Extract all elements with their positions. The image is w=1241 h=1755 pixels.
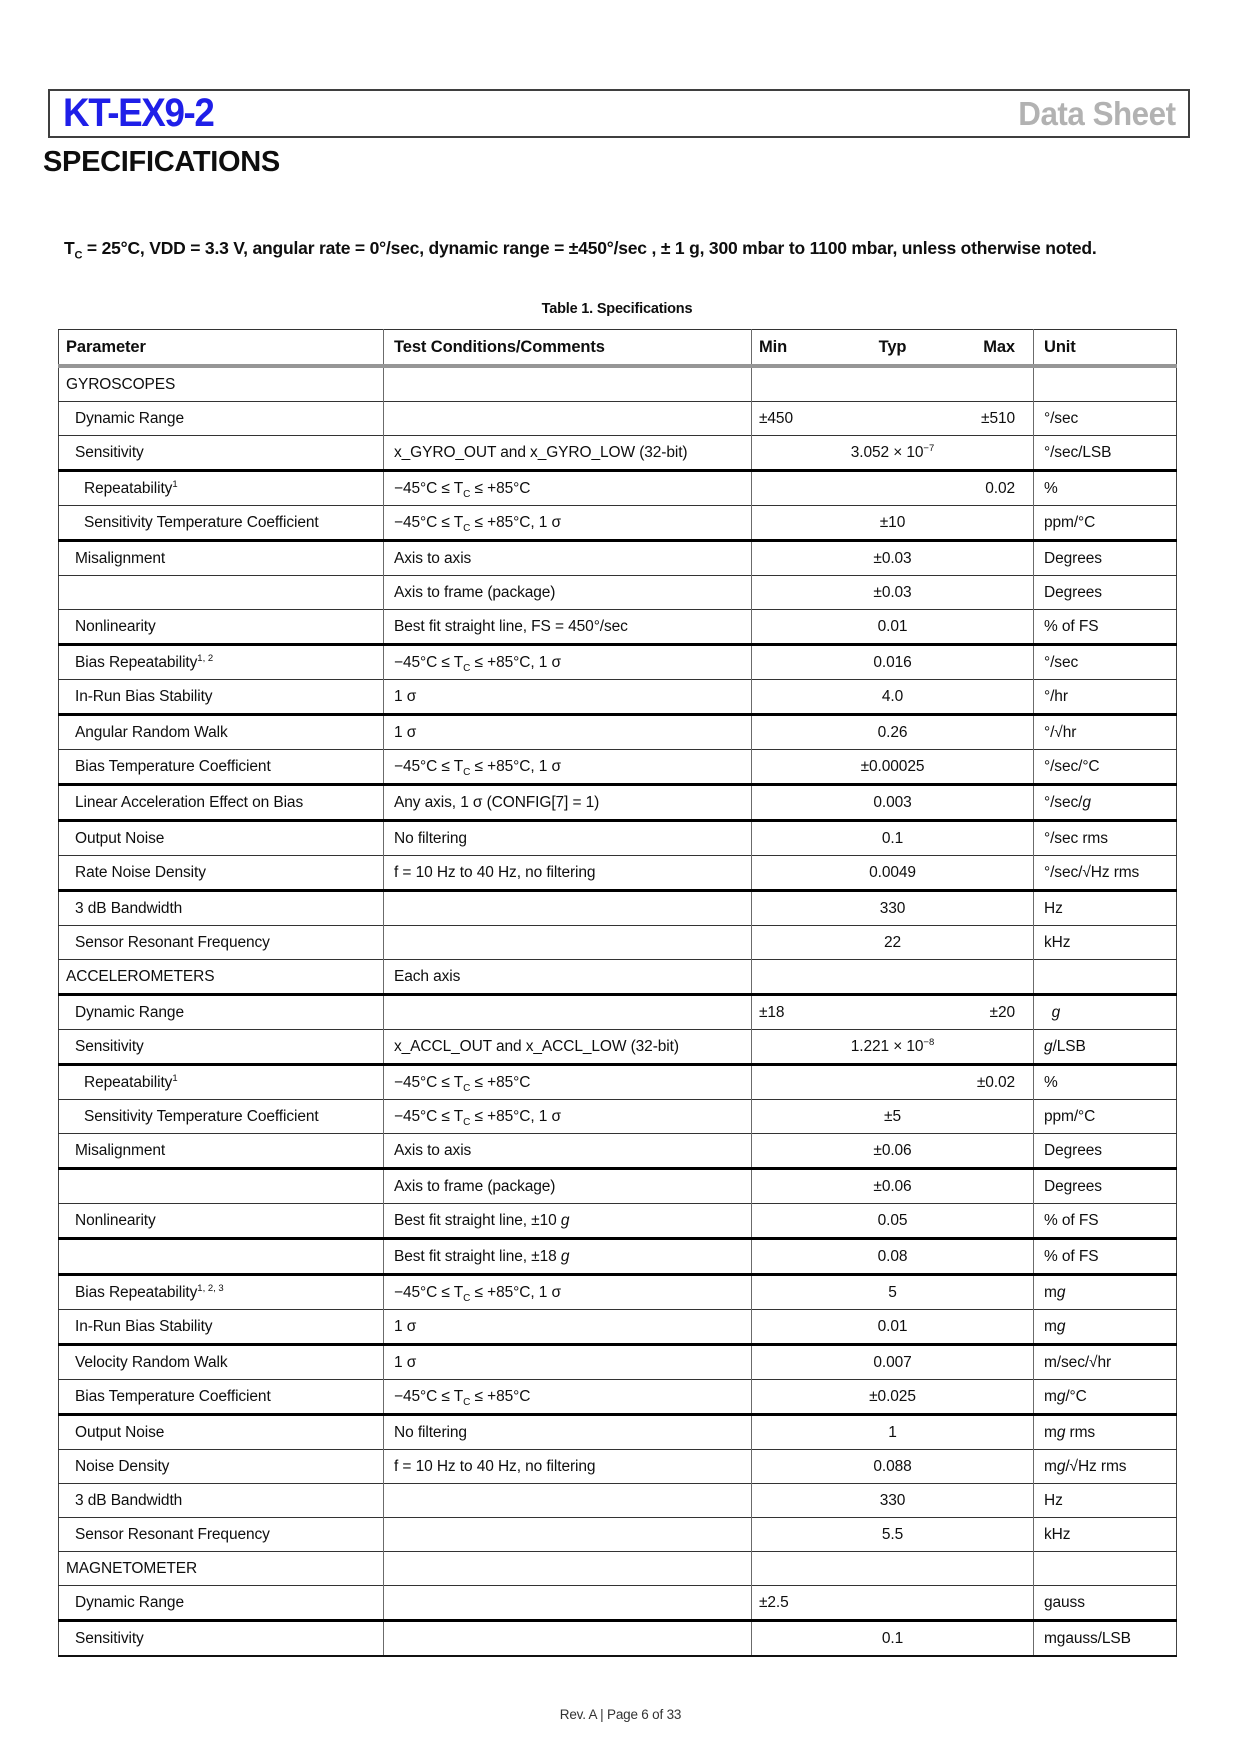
typ-cell: 0.016 — [873, 653, 912, 671]
min-cell: ±450 — [759, 409, 793, 427]
typ-cell: 0.0049 — [869, 863, 916, 881]
typ-cell — [842, 995, 944, 1030]
max-cell — [944, 1518, 1034, 1552]
unit-cell: % — [1044, 1073, 1058, 1091]
param-cell: Bias Temperature Coefficient — [59, 1380, 384, 1415]
max-cell — [944, 750, 1034, 785]
typ-cell: 0.01 — [877, 617, 908, 635]
table-row — [59, 1239, 1177, 1275]
typ-cell — [842, 366, 944, 402]
unit-cell: mg — [1044, 1283, 1066, 1301]
max-cell: ±510 — [944, 402, 1034, 436]
specifications-table — [58, 329, 1177, 1657]
max-cell — [944, 1415, 1034, 1450]
table-row — [59, 471, 1177, 506]
unit-cell: °/hr — [1044, 687, 1068, 705]
min-cell — [752, 960, 842, 995]
param-cell: In-Run Bias Stability — [59, 1310, 384, 1345]
table-row — [59, 1275, 1177, 1310]
typ-cell: $3.052 \times 10^{-7}$ — [850, 442, 935, 461]
max-cell — [944, 680, 1034, 715]
table-row — [59, 1518, 1177, 1552]
min-cell — [752, 1450, 842, 1484]
param-cell: Velocity Random Walk — [59, 1345, 384, 1380]
param-cell: Dynamic Range — [59, 1586, 384, 1621]
cond-cell: $-45^\circ C \le T_C \le +85^\circ C$ — [384, 1380, 752, 1415]
cond-cell — [384, 366, 752, 402]
unit-cell: ppm/°C — [1044, 513, 1096, 531]
table-row — [59, 1586, 1177, 1621]
cond-cell — [384, 891, 752, 926]
typ-cell — [842, 1065, 944, 1100]
table-row — [59, 1484, 1177, 1518]
min-cell — [752, 1380, 842, 1415]
max-cell — [944, 821, 1034, 856]
typ-cell: 0.1 — [881, 1629, 904, 1647]
min-cell — [752, 1621, 842, 1657]
unit-cell: °/sec — [1044, 409, 1079, 427]
typ-cell: 330 — [879, 899, 906, 917]
min-cell: ±2.5 — [759, 1593, 789, 1611]
min-cell — [752, 785, 842, 821]
typ-cell: 0.26 — [877, 723, 908, 741]
table-row — [59, 715, 1177, 750]
typ-cell: ±0.06 — [873, 1141, 912, 1159]
max-cell — [944, 506, 1034, 541]
section-param-cell: ACCELEROMETERS — [59, 960, 384, 995]
max-cell — [944, 1484, 1034, 1518]
typ-cell: 4.0 — [881, 687, 904, 705]
page-header — [48, 89, 1190, 138]
col-header-parameter: Parameter — [59, 330, 384, 367]
min-cell — [752, 1065, 842, 1100]
param-cell: Noise Density — [59, 1450, 384, 1484]
cond-cell: Axis to frame (package) — [384, 576, 752, 610]
test-conditions-note: $T_C = 25^\circ C$, VDD = 3.3 V, angular rate = 0°/sec, dynamic range = ±450°/sec , ± 1 g, 300 mbar to 1100 mbar, unless otherwise noted. — [64, 238, 1097, 262]
table-row — [59, 1415, 1177, 1450]
min-cell — [752, 1169, 842, 1204]
typ-cell — [842, 1586, 944, 1621]
max-cell — [944, 1134, 1034, 1169]
typ-cell: 5 — [888, 1283, 897, 1301]
cond-cell: 1 σ — [384, 1345, 752, 1380]
unit-cell: % — [1044, 479, 1058, 497]
unit-cell: mgauss/LSB — [1044, 1629, 1131, 1647]
max-cell — [944, 856, 1034, 891]
typ-cell — [842, 402, 944, 436]
max-cell — [944, 541, 1034, 576]
cond-cell: $-45^\circ C \le T_C \le +85^\circ C$, 1 σ — [384, 645, 752, 680]
cond-cell — [384, 1621, 752, 1657]
unit-cell: Degrees — [1044, 583, 1102, 601]
table-row — [59, 402, 1177, 436]
cond-cell — [384, 926, 752, 960]
table-row — [59, 1621, 1177, 1657]
min-cell — [752, 680, 842, 715]
min-cell — [752, 926, 842, 960]
table-row — [59, 436, 1177, 471]
cond-cell: f = 10 Hz to 40 Hz, no filtering — [384, 1450, 752, 1484]
cond-cell: Best fit straight line, FS = 450°/sec — [384, 610, 752, 645]
min-cell — [752, 506, 842, 541]
unit-cell: mg rms — [1044, 1423, 1096, 1441]
min-cell — [752, 471, 842, 506]
col-header-typ: Typ — [878, 337, 907, 356]
typ-cell: ±0.03 — [873, 549, 912, 567]
typ-cell: ±0.03 — [873, 583, 912, 601]
min-cell — [752, 1275, 842, 1310]
cond-cell: No filtering — [384, 821, 752, 856]
typ-cell: 5.5 — [881, 1525, 904, 1543]
cond-cell: $-45^\circ C \le T_C \le +85^\circ C$, 1 σ — [384, 506, 752, 541]
min-cell — [752, 856, 842, 891]
cond-cell: 1 σ — [384, 715, 752, 750]
param-cell — [59, 1169, 384, 1204]
param-cell: Angular Random Walk — [59, 715, 384, 750]
table-row — [59, 506, 1177, 541]
min-cell — [752, 436, 842, 471]
min-cell — [752, 1415, 842, 1450]
param-cell: Linear Acceleration Effect on Bias — [59, 785, 384, 821]
max-cell: 0.02 — [944, 471, 1034, 506]
table-row — [59, 821, 1177, 856]
cond-cell: Best fit straight line, ±10 g — [384, 1204, 752, 1239]
unit-cell: Degrees — [1044, 1177, 1102, 1195]
page-title: SPECIFICATIONS — [43, 146, 280, 178]
typ-cell: 0.08 — [877, 1247, 908, 1265]
min-cell — [752, 1030, 842, 1065]
cond-cell: Axis to axis — [384, 1134, 752, 1169]
max-cell — [944, 645, 1034, 680]
table-row — [59, 610, 1177, 645]
param-cell: Bias Repeatability$^{1, 2}$ — [59, 645, 384, 680]
unit-cell: mg/°C — [1044, 1387, 1087, 1405]
typ-cell: $1.221 \times 10^{-8}$ — [850, 1036, 935, 1055]
min-cell — [752, 1484, 842, 1518]
unit-cell: ppm/°C — [1044, 1107, 1096, 1125]
param-cell: In-Run Bias Stability — [59, 680, 384, 715]
min-cell — [752, 645, 842, 680]
param-cell: Sensitivity — [59, 1030, 384, 1065]
cond-cell — [384, 1484, 752, 1518]
cond-cell — [384, 402, 752, 436]
unit-cell: kHz — [1044, 1525, 1071, 1543]
unit-cell — [1034, 960, 1177, 995]
product-title: KT-EX9-2 — [63, 91, 214, 135]
table-row — [59, 1345, 1177, 1380]
param-cell: Output Noise — [59, 1415, 384, 1450]
unit-cell: g — [1051, 1003, 1061, 1021]
param-cell: Sensitivity Temperature Coefficient — [59, 506, 384, 541]
unit-cell: Degrees — [1044, 549, 1102, 567]
cond-cell: 1 σ — [384, 680, 752, 715]
table-row — [59, 785, 1177, 821]
max-cell — [944, 576, 1034, 610]
max-cell — [944, 1380, 1034, 1415]
max-cell — [944, 1586, 1034, 1621]
max-cell — [944, 610, 1034, 645]
min-cell — [752, 750, 842, 785]
max-cell — [944, 1345, 1034, 1380]
min-cell — [752, 541, 842, 576]
doc-type-label: Data Sheet — [1018, 94, 1176, 132]
max-cell — [944, 1552, 1034, 1586]
max-cell — [944, 715, 1034, 750]
param-cell: Sensor Resonant Frequency — [59, 926, 384, 960]
typ-cell: 1 — [888, 1423, 897, 1441]
max-cell — [944, 785, 1034, 821]
section-param-cell: GYROSCOPES — [59, 366, 384, 402]
cond-cell: $-45^\circ C \le T_C \le +85^\circ C$, 1 σ — [384, 1100, 752, 1134]
param-cell: 3 dB Bandwidth — [59, 1484, 384, 1518]
min-cell — [752, 1552, 842, 1586]
typ-cell: ±0.025 — [869, 1387, 916, 1405]
cond-cell: Each axis — [384, 960, 752, 995]
typ-cell — [842, 1552, 944, 1586]
param-cell: Nonlinearity — [59, 610, 384, 645]
max-cell — [944, 1030, 1034, 1065]
table-row — [59, 1310, 1177, 1345]
min-cell — [752, 1345, 842, 1380]
cond-cell: Best fit straight line, ±18 g — [384, 1239, 752, 1275]
max-cell — [944, 436, 1034, 471]
unit-cell: m/sec/√hr — [1044, 1353, 1112, 1371]
unit-cell: % of FS — [1044, 617, 1099, 635]
param-cell: Dynamic Range — [59, 402, 384, 436]
max-cell: ±0.02 — [944, 1065, 1034, 1100]
param-cell: Output Noise — [59, 821, 384, 856]
typ-cell: ±0.06 — [873, 1177, 912, 1195]
typ-cell — [842, 960, 944, 995]
table-row — [59, 926, 1177, 960]
cond-cell — [384, 1552, 752, 1586]
typ-cell — [842, 471, 944, 506]
typ-cell: ±0.00025 — [860, 757, 925, 775]
max-cell: ±20 — [944, 995, 1034, 1030]
param-cell: Rate Noise Density — [59, 856, 384, 891]
table-row — [59, 1380, 1177, 1415]
page-footer: Rev. A | Page 6 of 33 — [559, 1707, 682, 1722]
table-row — [59, 995, 1177, 1030]
min-cell — [752, 576, 842, 610]
col-header-unit: Unit — [1044, 337, 1076, 356]
min-cell: ±18 — [759, 1003, 785, 1021]
table-row — [59, 1169, 1177, 1204]
typ-cell: 0.088 — [873, 1457, 912, 1475]
max-cell — [944, 1621, 1034, 1657]
max-cell — [944, 960, 1034, 995]
typ-cell: 0.1 — [881, 829, 904, 847]
table-caption: Table 1. Specifications — [541, 301, 693, 317]
typ-cell: 0.007 — [873, 1353, 912, 1371]
min-cell — [752, 610, 842, 645]
min-cell — [752, 1310, 842, 1345]
cond-cell: $-45^\circ C \le T_C \le +85^\circ C$, 1 σ — [384, 1275, 752, 1310]
min-cell — [752, 1239, 842, 1275]
unit-cell: mg — [1044, 1317, 1066, 1335]
unit-cell: % of FS — [1044, 1247, 1099, 1265]
param-cell: Misalignment — [59, 541, 384, 576]
unit-cell: g/LSB — [1044, 1037, 1086, 1055]
typ-cell: 330 — [879, 1491, 906, 1509]
cond-cell: Axis to axis — [384, 541, 752, 576]
param-cell: Sensor Resonant Frequency — [59, 1518, 384, 1552]
min-cell — [752, 891, 842, 926]
param-cell: Dynamic Range — [59, 995, 384, 1030]
cond-cell — [384, 995, 752, 1030]
typ-cell: 0.003 — [873, 793, 912, 811]
min-cell — [752, 366, 842, 402]
unit-cell: °/sec/g — [1044, 793, 1091, 811]
table-row — [59, 680, 1177, 715]
param-cell: Bias Repeatability$^{1, 2, 3}$ — [59, 1275, 384, 1310]
table-row — [59, 856, 1177, 891]
cond-cell: $-45^\circ C \le T_C \le +85^\circ C$ — [384, 471, 752, 506]
col-header-min: Min — [759, 337, 788, 356]
cond-cell: x_ACCL_OUT and x_ACCL_LOW (32-bit) — [384, 1030, 752, 1065]
unit-cell: °/sec/√Hz rms — [1044, 863, 1140, 881]
param-cell: Misalignment — [59, 1134, 384, 1169]
cond-cell: $-45^\circ C \le T_C \le +85^\circ C$ — [384, 1065, 752, 1100]
unit-cell: Hz — [1044, 1491, 1063, 1509]
table-row — [59, 1204, 1177, 1239]
cond-cell: f = 10 Hz to 40 Hz, no filtering — [384, 856, 752, 891]
min-cell — [752, 821, 842, 856]
cond-cell: Any axis, 1 σ (CONFIG[7] = 1) — [384, 785, 752, 821]
section-row — [59, 1552, 1177, 1586]
param-cell: Sensitivity — [59, 1621, 384, 1657]
max-cell — [944, 891, 1034, 926]
table-row — [59, 1134, 1177, 1169]
unit-cell — [1034, 366, 1177, 402]
min-cell — [752, 1134, 842, 1169]
cond-cell: 1 σ — [384, 1310, 752, 1345]
max-cell — [944, 926, 1034, 960]
table-row — [59, 1030, 1177, 1065]
table-row — [59, 891, 1177, 926]
unit-cell: °/sec/LSB — [1044, 443, 1112, 461]
max-cell — [944, 1275, 1034, 1310]
max-cell — [944, 366, 1034, 402]
param-cell: 3 dB Bandwidth — [59, 891, 384, 926]
min-cell — [752, 1518, 842, 1552]
unit-cell: °/sec rms — [1044, 829, 1108, 847]
typ-cell: 0.01 — [877, 1317, 908, 1335]
max-cell — [944, 1310, 1034, 1345]
table-row — [59, 1450, 1177, 1484]
unit-cell: kHz — [1044, 933, 1071, 951]
cond-cell — [384, 1518, 752, 1552]
param-cell: Sensitivity Temperature Coefficient — [59, 1100, 384, 1134]
unit-cell — [1034, 1552, 1177, 1586]
param-cell: Nonlinearity — [59, 1204, 384, 1239]
param-cell: Repeatability$^1$ — [59, 1065, 384, 1100]
min-cell — [752, 715, 842, 750]
table-row — [59, 576, 1177, 610]
cond-cell: $-45^\circ C \le T_C \le +85^\circ C$, 1 σ — [384, 750, 752, 785]
col-header-conditions: Test Conditions/Comments — [384, 330, 752, 367]
min-cell — [752, 1100, 842, 1134]
cond-cell: Axis to frame (package) — [384, 1169, 752, 1204]
section-row — [59, 366, 1177, 402]
unit-cell: Degrees — [1044, 1141, 1102, 1159]
max-cell — [944, 1450, 1034, 1484]
param-cell: Sensitivity — [59, 436, 384, 471]
typ-cell: ±5 — [884, 1107, 901, 1125]
unit-cell: °/sec — [1044, 653, 1079, 671]
min-cell — [752, 1204, 842, 1239]
max-cell — [944, 1204, 1034, 1239]
param-cell: Bias Temperature Coefficient — [59, 750, 384, 785]
table-row — [59, 750, 1177, 785]
cond-cell: No filtering — [384, 1415, 752, 1450]
typ-cell: 22 — [883, 933, 902, 951]
typ-cell: 0.05 — [877, 1211, 908, 1229]
unit-cell: °/√hr — [1044, 723, 1077, 741]
param-cell — [59, 576, 384, 610]
unit-cell: gauss — [1044, 1593, 1085, 1611]
unit-cell: mg/√Hz rms — [1044, 1457, 1127, 1475]
param-cell: Repeatability$^1$ — [59, 471, 384, 506]
typ-cell: ±10 — [879, 513, 906, 531]
section-param-cell: MAGNETOMETER — [59, 1552, 384, 1586]
table-row — [59, 645, 1177, 680]
section-row — [59, 960, 1177, 995]
cond-cell — [384, 1586, 752, 1621]
table-row — [59, 1065, 1177, 1100]
table-row — [59, 1100, 1177, 1134]
param-cell — [59, 1239, 384, 1275]
col-header-max: Max — [944, 330, 1034, 367]
cond-cell: x_GYRO_OUT and x_GYRO_LOW (32-bit) — [384, 436, 752, 471]
unit-cell: °/sec/°C — [1044, 757, 1100, 775]
unit-cell: % of FS — [1044, 1211, 1099, 1229]
max-cell — [944, 1169, 1034, 1204]
max-cell — [944, 1100, 1034, 1134]
table-row — [59, 541, 1177, 576]
max-cell — [944, 1239, 1034, 1275]
table-header-row — [59, 330, 1177, 367]
unit-cell: Hz — [1044, 899, 1063, 917]
